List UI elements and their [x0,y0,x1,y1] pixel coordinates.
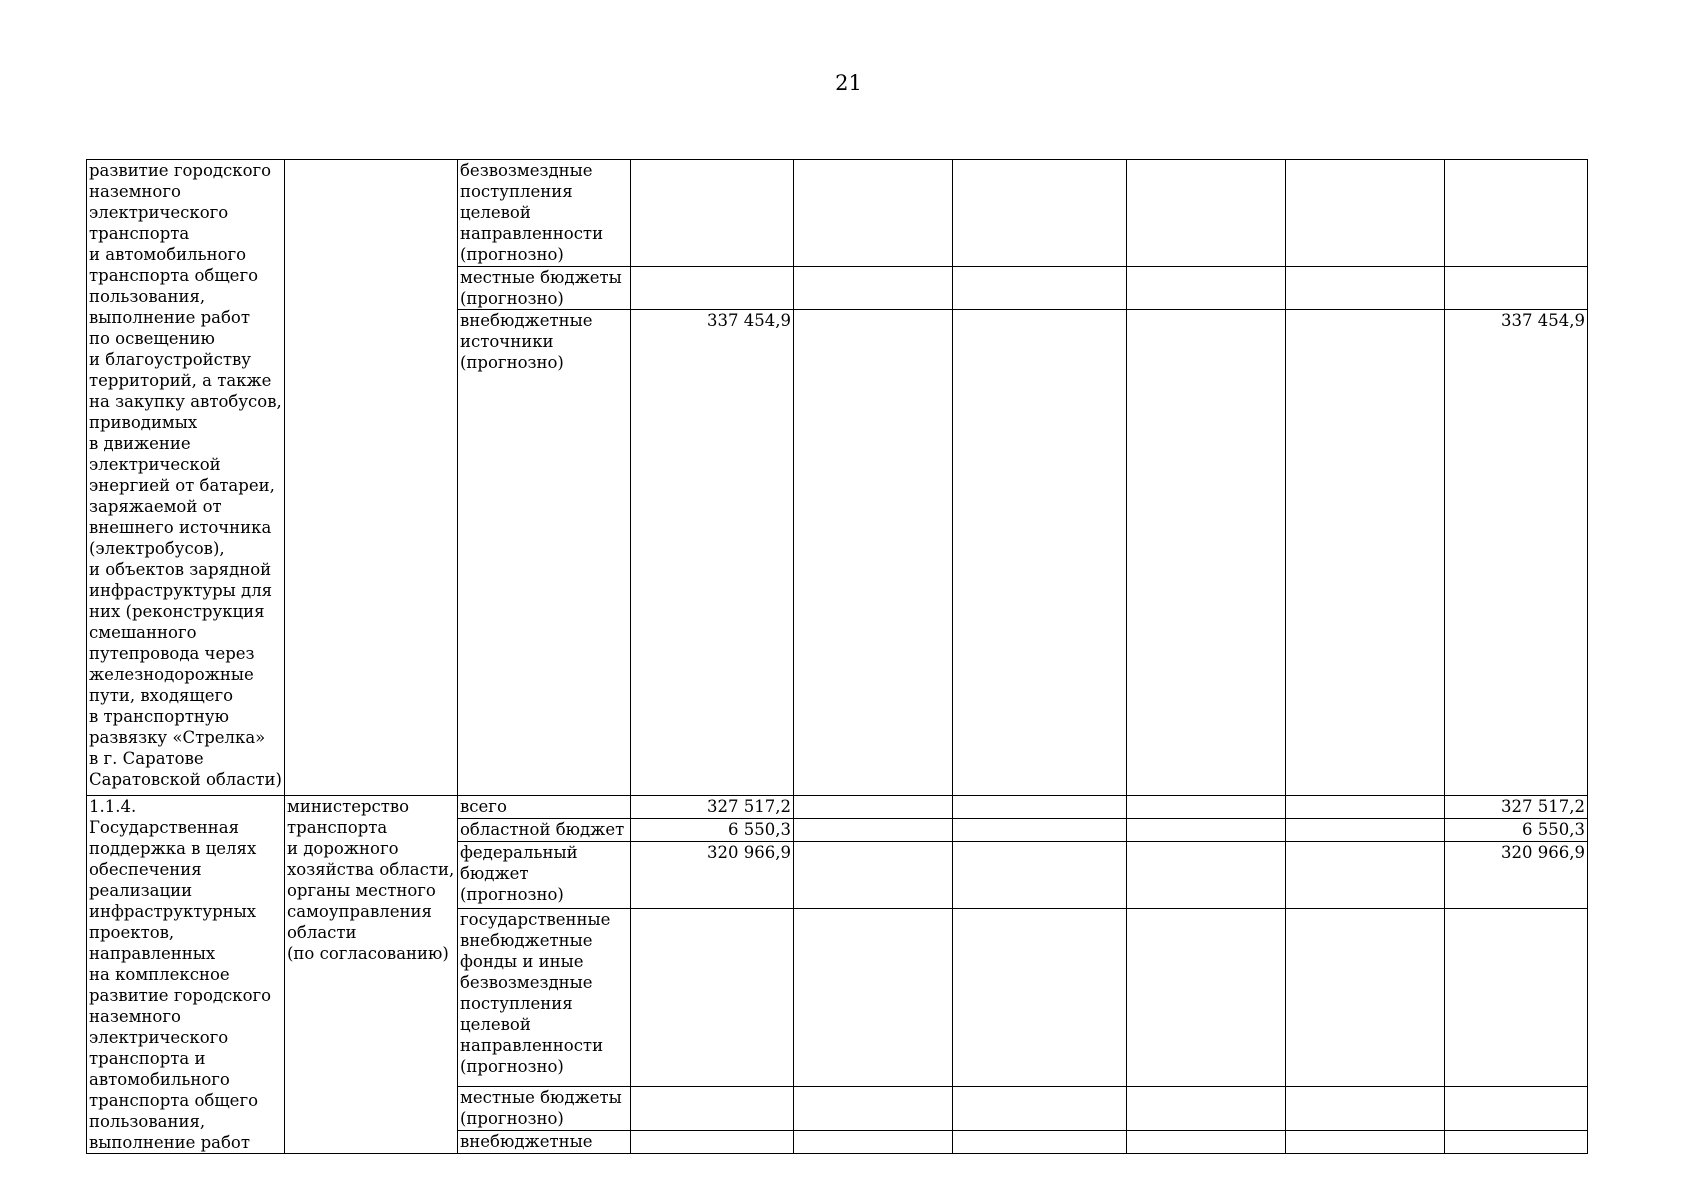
source-cell: областной бюджет [458,818,631,841]
year-cell [953,267,1127,310]
source-cell: местные бюджеты (прогнозно) [458,267,631,310]
year-cell [1127,160,1286,267]
year-cell [953,1131,1127,1154]
year-cell [953,908,1127,1086]
source-cell: федеральный бюджет (прогнозно) [458,841,631,908]
year-cell [794,1131,953,1154]
year-cell [1286,796,1445,819]
year-cell [794,841,953,908]
total-cell [631,908,794,1086]
executor-cell: министерство транспорта и дорожного хозяйства области, органы местного самоуправления области (по согласованию) [285,796,458,1154]
year-cell [794,160,953,267]
year-cell [794,908,953,1086]
activity-cell: развитие городского наземного электрического транспорта и автомобильного транспорта общего пользования, выполнение работ по освещению и благоустройству территорий, а также на закупку автобусов, приводимых в движение электрической энергией от батареи, заряжаемой от внешнего источника (электробусов), и объектов зарядной инфраструктуры для них (реконструкция смешанного путепровода через железнодорожные пути, входящего в транспортную развязку «Стрелка» в г. Саратове Саратовской области) [87,160,285,796]
last-year-cell [1445,267,1588,310]
total-cell: 6 550,3 [631,818,794,841]
page-number: 21 [835,71,862,95]
year-cell [1127,267,1286,310]
year-cell [1127,818,1286,841]
source-cell: безвозмездные поступления целевой направленности (прогнозно) [458,160,631,267]
year-cell [953,818,1127,841]
last-year-cell [1445,160,1588,267]
year-cell [1286,267,1445,310]
total-cell [631,1131,794,1154]
executor-cell [285,160,458,796]
total-cell: 320 966,9 [631,841,794,908]
year-cell [794,818,953,841]
year-cell [1286,841,1445,908]
source-cell: внебюджетные источники (прогнозно) [458,310,631,796]
table-row [87,796,1588,819]
year-cell [953,160,1127,267]
year-cell [1286,818,1445,841]
year-cell [794,310,953,796]
source-cell: всего [458,796,631,819]
table-row [87,160,1588,267]
activity-cell: 1.1.4. Государственная поддержка в целях обеспечения реализации инфраструктурных проектов, направленных на комплексное развитие городского наземного электрического транспорта и автомобильного транспорта общего пользования, выполнение работ [87,796,285,1154]
year-cell [953,796,1127,819]
year-cell [953,310,1127,796]
last-year-cell: 320 966,9 [1445,841,1588,908]
year-cell [953,1086,1127,1130]
year-cell [1127,1086,1286,1130]
source-cell: местные бюджеты (прогнозно) [458,1086,631,1130]
source-cell: внебюджетные [458,1131,631,1154]
year-cell [1286,908,1445,1086]
total-cell [631,160,794,267]
last-year-cell: 327 517,2 [1445,796,1588,819]
last-year-cell: 6 550,3 [1445,818,1588,841]
total-cell: 327 517,2 [631,796,794,819]
year-cell [794,1086,953,1130]
source-cell: государственные внебюджетные фонды и иные безвозмездные поступления целевой направленности (прогнозно) [458,908,631,1086]
year-cell [1286,310,1445,796]
total-cell: 337 454,9 [631,310,794,796]
year-cell [794,796,953,819]
year-cell [1127,841,1286,908]
year-cell [1286,160,1445,267]
year-cell [1127,310,1286,796]
budget-table [86,159,1588,1154]
year-cell [1127,1131,1286,1154]
year-cell [953,841,1127,908]
last-year-cell: 337 454,9 [1445,310,1588,796]
last-year-cell [1445,908,1588,1086]
year-cell [794,267,953,310]
last-year-cell [1445,1131,1588,1154]
year-cell [1127,908,1286,1086]
year-cell [1286,1086,1445,1130]
last-year-cell [1445,1086,1588,1130]
total-cell [631,1086,794,1130]
total-cell [631,267,794,310]
year-cell [1286,1131,1445,1154]
year-cell [1127,796,1286,819]
